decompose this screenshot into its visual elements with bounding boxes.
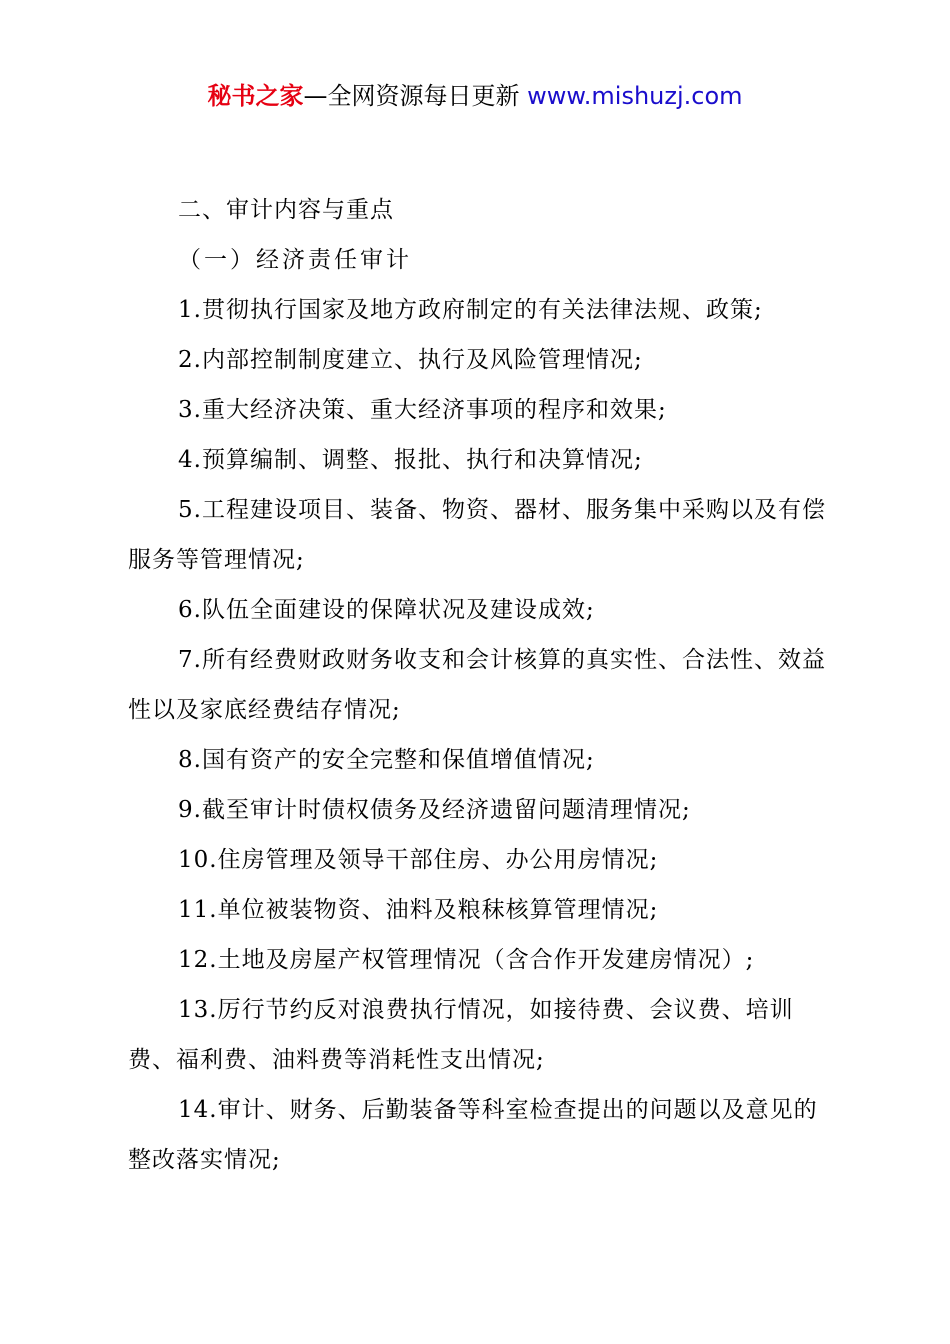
list-item: 8.国有资产的安全完整和保值增值情况; [178,747,595,773]
list-item: 9.截至审计时债权债务及经济遗留问题清理情况; [178,797,691,823]
list-item: 3.重大经济决策、重大经济事项的程序和效果; [178,397,667,423]
list-item: 7.所有经费财政财务收支和会计核算的真实性、合法性、效益性以及家底经费结存情况; [128,647,826,723]
list-item: 10.住房管理及领导干部住房、办公用房情况; [178,847,659,873]
header-site-link[interactable]: www.mishuzj.com [527,82,743,110]
list-item: 5.工程建设项目、装备、物资、器材、服务集中采购以及有偿服务等管理情况; [128,497,826,573]
header-tagline: —全网资源每日更新 [303,82,528,110]
subsection-title: （一）经济责任审计 [178,247,412,273]
list-item: 13.厉行节约反对浪费执行情况，如接待费、会议费、培训费、福利费、油料费等消耗性支出情况; [128,997,794,1073]
list-item: 6.队伍全面建设的保障状况及建设成效; [178,597,595,623]
list-item: 4.预算编制、调整、报批、执行和决算情况; [178,447,643,473]
document-body [128,185,833,1185]
page-header [0,80,950,112]
header-brand: 秘书之家 [207,82,304,110]
list-item: 2.内部控制制度建立、执行及风险管理情况; [178,347,643,373]
section-title: 二、审计内容与重点 [178,197,394,223]
list-item: 14.审计、财务、后勤装备等科室检查提出的问题以及意见的整改落实情况; [128,1097,818,1173]
list-item: 11.单位被装物资、油料及粮秣核算管理情况; [178,897,659,923]
list-item: 12.土地及房屋产权管理情况（含合作开发建房情况）; [178,947,755,973]
list-item: 1.贯彻执行国家及地方政府制定的有关法律法规、政策; [178,297,763,323]
